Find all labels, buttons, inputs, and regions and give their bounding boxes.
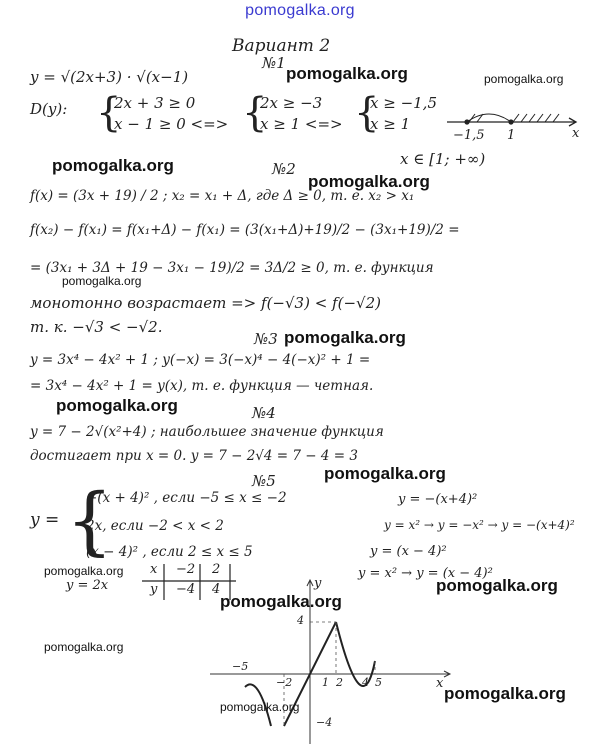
task1-answer: x ∈ [1; +∞) <box>400 150 486 168</box>
watermark: pomogalka.org <box>44 640 124 654</box>
task1-domain-label: D(y): <box>30 100 68 118</box>
graph-tick-5: 5 <box>375 676 382 689</box>
task1-sys2-line2: x ≥ 1 <=> <box>260 115 343 133</box>
task4-line1: y = 7 − 2√(x²+4) ; наибольшее значение функция <box>30 424 384 440</box>
task1-sys3-line1: x ≥ −1,5 <box>370 94 437 112</box>
task3-number: №3 <box>254 330 278 348</box>
task1-function: y = √(2x+3) · √(x−1) <box>30 68 189 86</box>
task2-line2: f(x₂) − f(x₁) = f(x₁+Δ) − f(x₁) = (3(x₁+Δ)+19)/2 − (3x₁+19)/2 = <box>30 222 460 238</box>
task5-case1: −(x + 4)² , если −5 ≤ x ≤ −2 <box>86 490 287 506</box>
watermark: pomogalka.org <box>444 684 566 703</box>
task1-sys1-line2: x − 1 ≥ 0 <=> <box>114 115 229 133</box>
task1-sys2-line1: 2x ≥ −3 <box>260 94 323 112</box>
watermark: pomogalka.org <box>220 700 300 714</box>
graph-tick-m4: −4 <box>316 716 333 729</box>
task2-line5: т. к. −√3 < −√2. <box>30 318 163 336</box>
watermark: pomogalka.org <box>284 328 406 347</box>
graph-tick-2: 2 <box>336 676 343 689</box>
task2-line1: f(x) = (3x + 19) / 2 ; x₂ = x₁ + Δ, где Δ ≥ 0, т. е. x₂ > x₁ <box>30 188 415 204</box>
task3-line1: y = 3x⁴ − 4x² + 1 ; y(−x) = 3(−x)⁴ − 4(−x)² + 1 = <box>30 352 371 368</box>
watermark: pomogalka.org <box>436 576 558 595</box>
task5-note1: y = −(x+4)² <box>398 492 478 507</box>
task1-sys3-line2: x ≥ 1 <box>370 115 411 133</box>
graph-tick-m2: −2 <box>276 676 293 689</box>
graph-tick-4x: 4 <box>362 676 369 689</box>
task1-number: №1 <box>262 54 286 72</box>
watermark: pomogalka.org <box>324 464 446 483</box>
table-row-y: y <box>150 582 158 597</box>
task5-note4: y = x² → y = (x − 4)² <box>358 566 493 581</box>
axis-label-right: 1 <box>507 128 516 143</box>
task3-line2: = 3x⁴ − 4x² + 1 = y(x), т. е. функция — четная. <box>30 378 374 394</box>
table-header-2: 2 <box>212 562 221 577</box>
task1-sys1-line1: 2x + 3 ≥ 0 <box>114 94 196 112</box>
watermark: pomogalka.org <box>62 274 142 288</box>
watermark: pomogalka.org <box>220 592 342 611</box>
graph-axis-y: y <box>314 576 322 591</box>
watermark: pomogalka.org <box>286 64 408 83</box>
brace-icon: { <box>242 90 268 136</box>
task4-number: №4 <box>252 404 276 422</box>
site-title[interactable]: pomogalka.org <box>245 2 355 19</box>
graph-axis-x: x <box>436 676 444 691</box>
task5-case2: 2x, если −2 < x < 2 <box>86 518 224 534</box>
task5-number: №5 <box>252 472 276 490</box>
watermark: pomogalka.org <box>56 396 178 415</box>
task2-number: №2 <box>272 160 296 178</box>
task5-note2: y = x² → y = −x² → y = −(x+4)² <box>384 518 575 532</box>
task5-note3: y = (x − 4)² <box>370 544 447 559</box>
watermark: pomogalka.org <box>308 172 430 191</box>
task4-line2: достигает при x = 0. y = 7 − 2√4 = 7 − 4 = 3 <box>30 448 358 464</box>
watermark: pomogalka.org <box>52 156 174 175</box>
watermark: pomogalka.org <box>44 564 124 578</box>
watermark: pomogalka.org <box>484 72 564 86</box>
task2-line3: = (3x₁ + 3Δ + 19 − 3x₁ − 19)/2 = 3Δ/2 ≥ 0, т. е. функция <box>30 260 434 276</box>
table-row-m4: −4 <box>176 582 196 597</box>
variant-heading: Вариант 2 <box>232 36 331 56</box>
graph-tick-1: 1 <box>322 676 329 689</box>
brace-icon: { <box>96 90 122 136</box>
table-row-4: 4 <box>212 582 221 597</box>
graph-tick-4: 4 <box>297 614 304 627</box>
table-header-m2: −2 <box>176 562 196 577</box>
task5-linear: y = 2x <box>66 578 109 593</box>
task2-line4: монотонно возрастает => f(−√3) < f(−√2) <box>30 294 381 312</box>
axis-label-x: x <box>572 126 580 141</box>
brace-icon: { <box>354 90 380 136</box>
task5-case3: (x − 4)² , если 2 ≤ x ≤ 5 <box>86 544 253 560</box>
task5-y-label: y = <box>30 510 60 530</box>
brace-icon: { <box>66 478 114 564</box>
axis-label-left: −1,5 <box>453 128 485 143</box>
table-header-x: x <box>150 562 158 577</box>
graph-tick-m5: −5 <box>232 660 249 673</box>
